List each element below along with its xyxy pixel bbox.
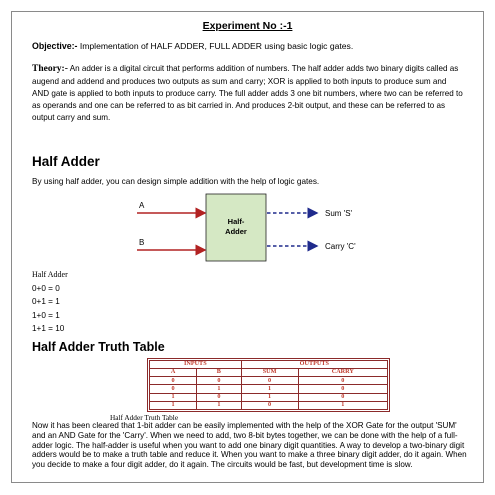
half-adder-heading: Half Adder [32, 154, 100, 169]
half-adder-caption: Half Adder [32, 270, 68, 279]
table-cell: 0 [298, 385, 387, 393]
outputs-group-header: OUTPUTS [241, 361, 387, 369]
table-row [150, 393, 388, 401]
sum-output-label: Sum 'S' [325, 209, 353, 218]
table-cell: 1 [197, 401, 241, 409]
sum-line: 0+0 = 0 [32, 284, 60, 293]
column-header-carry: CARRY [298, 369, 387, 377]
table-cell: 0 [197, 393, 241, 401]
truth-table-frame [147, 358, 390, 412]
closing-paragraph: Now it has been cleared that 1-bit adder can be easily implemented with the help of the XOR Gate for the output 'SUM' and an AND Gate for the 'Carry'. When we need to add, two 8-bit bytes together, we can be done with the help of a full-adder logic. The half-adder is useful when you want to add one binary digit quantities. A way to develop a two-binary digit adders would be to make a truth table and reduce it. When you want to make a three binary digit adder, do it again. When you decide to make a four digit adder, do it again. The circuits would be fast, but development time is slow. [32, 421, 467, 470]
table-cell: 1 [197, 385, 241, 393]
column-header-a: A [150, 369, 197, 377]
block-label-line1: Half- [227, 217, 245, 226]
inputs-group-header: INPUTS [150, 361, 242, 369]
sum-line: 1+1 = 10 [32, 323, 65, 333]
input-a-label: A [139, 201, 145, 210]
table-cell: 0 [197, 377, 241, 385]
table-cell: 0 [150, 385, 197, 393]
theory-text: An adder is a digital circuit that performs addition of numbers. The half adder adds two binary digits called as augend and addend and produces two outputs as sum and carry; XOR is applied to both inputs to produce sum and AND gate is applied to both inputs to produce carry. The full adder adds 3 one bit numbers, where two can be referred to as operands and one can be referred to as bit carried in. And produces 2-bit output, and these can be referred to as output carry and sum. [32, 64, 463, 122]
table-cell: 0 [150, 377, 197, 385]
carry-output-label: Carry 'C' [325, 242, 356, 251]
table-column-header-row [150, 369, 388, 377]
sum-line: 1+0 = 1 [32, 310, 60, 320]
table-row [150, 385, 388, 393]
document-page [11, 11, 484, 483]
objective-text: Implementation of HALF ADDER, FULL ADDER using basic logic gates. [77, 41, 354, 51]
table-cell: 1 [298, 401, 387, 409]
page-title: Experiment No :-1 [202, 20, 293, 32]
column-header-sum: SUM [241, 369, 298, 377]
column-header-b: B [197, 369, 241, 377]
truth-table-caption: Half Adder Truth Table [110, 413, 179, 422]
sum-line: 0+1 = 1 [32, 297, 60, 307]
table-cell: 1 [150, 401, 197, 409]
truth-table-heading: Half Adder Truth Table [32, 340, 165, 354]
input-b-label: B [139, 238, 145, 247]
objective-label: Objective:- [32, 41, 78, 51]
table-cell: 0 [241, 401, 298, 409]
half-adder-intro: By using half adder, you can design simple addition with the help of logic gates. [32, 177, 320, 186]
table-group-header-row [150, 361, 388, 369]
truth-table [149, 360, 388, 410]
binary-sums [32, 282, 64, 335]
table-cell: 0 [241, 377, 298, 385]
table-cell: 1 [241, 385, 298, 393]
half-adder-block-diagram [12, 12, 484, 483]
block-label-line2: Adder [225, 227, 247, 236]
table-cell: 1 [241, 393, 298, 401]
theory-label: Theory:- [32, 64, 68, 74]
table-cell: 1 [150, 393, 197, 401]
table-row [150, 401, 388, 409]
table-cell: 0 [298, 377, 387, 385]
table-row [150, 377, 388, 385]
table-cell: 0 [298, 393, 387, 401]
